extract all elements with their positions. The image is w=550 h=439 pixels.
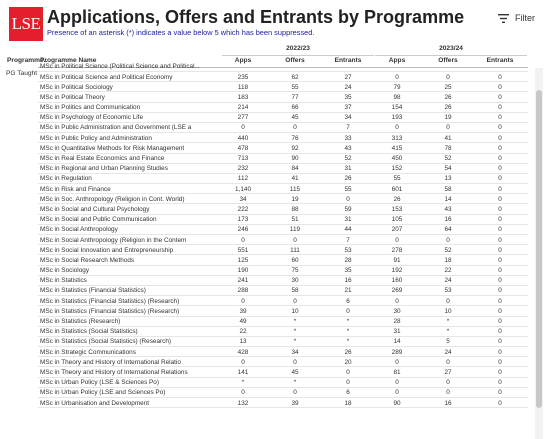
entrants-2023-cell: 0 xyxy=(498,195,502,203)
entrants-2023-cell: 0 xyxy=(498,165,502,173)
entrants-2023-cell: 0 xyxy=(498,389,502,397)
table-row[interactable] xyxy=(38,133,528,143)
offers-2023-cell: 53 xyxy=(444,287,452,295)
entrants-2022-cell: 52 xyxy=(344,155,352,162)
offers-2022-cell: 60 xyxy=(291,256,299,264)
apps-2022-cell: 0 xyxy=(241,358,245,366)
apps-2023-cell: 14 xyxy=(393,338,401,346)
entrants-2023-cell: 0 xyxy=(498,307,502,315)
table-row[interactable] xyxy=(38,276,528,286)
programme-name-cell: MSc in Social Anthropology xyxy=(40,226,118,234)
apps-2022-cell: 39 xyxy=(239,307,247,315)
entrants-2022-cell: 27 xyxy=(344,73,352,81)
entrants-2023-cell: 0 xyxy=(498,93,502,101)
entrants-2022-cell: 20 xyxy=(344,358,352,366)
table-row[interactable] xyxy=(38,225,528,235)
entrants-2022-cell: 35 xyxy=(344,93,352,101)
table-row[interactable] xyxy=(38,296,528,306)
programme-name-cell: MSc in Politics and Communication xyxy=(40,104,141,112)
programme-name-cell: MSc in Political Science (Political Science and Political... xyxy=(40,63,200,70)
column-header-offers-2023[interactable]: Offers xyxy=(438,57,458,64)
programme-name-cell: MSc in Statistics (Financial Statistics) xyxy=(40,287,146,295)
programme-name-cell: MSc in Strategic Communications xyxy=(40,348,136,356)
table-row[interactable] xyxy=(38,317,528,327)
programme-name-cell: MSc in Soc. Anthropology (Religion in Cont. World) xyxy=(40,195,185,203)
table-row[interactable] xyxy=(38,266,528,276)
apps-2023-cell: 55 xyxy=(393,175,401,183)
offers-2023-cell: 64 xyxy=(444,226,452,234)
apps-2022-cell: 440 xyxy=(237,134,249,142)
offers-2022-cell: 76 xyxy=(291,134,299,142)
entrants-2022-cell: 31 xyxy=(344,216,352,224)
entrants-2023-cell: 0 xyxy=(498,205,502,213)
apps-2023-cell: 154 xyxy=(391,104,403,112)
filter-label: Filter xyxy=(515,13,535,23)
offers-2022-cell: * xyxy=(293,318,297,325)
apps-2023-cell: 79 xyxy=(393,83,401,91)
entrants-2023-cell: 0 xyxy=(498,379,502,387)
offers-2023-cell: 27 xyxy=(444,368,452,376)
offers-2022-cell: 0 xyxy=(293,297,297,305)
table-row[interactable] xyxy=(38,174,528,184)
apps-2022-cell: 13 xyxy=(239,338,247,346)
offers-2022-cell: 77 xyxy=(291,93,299,101)
apps-2023-cell: 26 xyxy=(393,195,401,203)
logo-text: LSE xyxy=(11,14,41,33)
apps-2023-cell: 0 xyxy=(395,297,399,305)
programme-name-cell: MSc in Risk and Finance xyxy=(40,185,111,193)
lse-logo xyxy=(9,7,43,41)
programme-name-cell: MSc in Theory and History of International Relations xyxy=(40,368,188,376)
entrants-2022-cell: 53 xyxy=(344,246,352,254)
apps-2023-cell: 278 xyxy=(391,246,403,254)
table-row[interactable] xyxy=(38,347,528,357)
apps-2023-cell: 0 xyxy=(395,358,399,366)
table-row[interactable] xyxy=(38,357,528,367)
offers-2022-cell: 66 xyxy=(291,104,299,112)
entrants-2023-cell: 0 xyxy=(498,318,502,325)
entrants-2023-cell: 0 xyxy=(498,267,502,275)
entrants-2023-cell: 0 xyxy=(498,144,502,152)
offers-2023-cell: 43 xyxy=(444,205,452,213)
table-row[interactable] xyxy=(38,398,528,408)
offers-2022-cell: 45 xyxy=(291,368,299,376)
entrants-2023-cell: 0 xyxy=(498,399,502,407)
offers-2022-cell: 19 xyxy=(291,195,299,203)
entrants-2022-cell: 37 xyxy=(344,104,352,112)
programme-name-cell: MSc in Statistics (Financial Statistics) (Research) xyxy=(40,307,180,315)
entrants-2023-cell: 0 xyxy=(498,297,502,305)
entrants-2023-cell: 0 xyxy=(498,216,502,224)
apps-2022-cell: 277 xyxy=(237,114,249,122)
apps-2022-cell: 173 xyxy=(237,216,249,224)
table-row[interactable] xyxy=(38,245,528,255)
programme-name-cell: MSc in Social Anthropology (Religion in the Contem xyxy=(40,236,187,244)
table-row[interactable] xyxy=(38,72,528,82)
column-header-offers-2022[interactable]: Offers xyxy=(285,57,305,64)
table-row[interactable] xyxy=(38,154,528,164)
table-row[interactable] xyxy=(38,113,528,123)
entrants-2022-cell: 44 xyxy=(344,226,352,234)
table-row[interactable] xyxy=(38,367,528,377)
offers-2022-cell: 62 xyxy=(291,73,299,81)
apps-2022-cell: 551 xyxy=(237,246,249,254)
apps-2023-cell: 98 xyxy=(393,93,401,101)
offers-2022-cell: 84 xyxy=(291,165,299,173)
apps-2022-cell: 1,140 xyxy=(235,185,251,193)
apps-2022-cell: 183 xyxy=(237,93,249,101)
programme-name-cell: MSc in Regional and Urban Planning Studies xyxy=(40,165,168,173)
offers-2023-cell: * xyxy=(446,318,450,325)
offers-2023-cell: 0 xyxy=(446,236,450,244)
programme-level-cell: PG Taught xyxy=(6,70,38,77)
apps-2022-cell: 713 xyxy=(237,155,249,162)
table-row[interactable] xyxy=(38,103,528,113)
offers-2022-cell: 41 xyxy=(291,175,299,183)
entrants-2022-cell: 0 xyxy=(346,307,350,315)
programme-name-cell: MSc in Social and Cultural Psychology xyxy=(40,205,150,213)
offers-2023-cell: * xyxy=(446,328,450,336)
programme-name-cell: MSc in Statistics xyxy=(40,277,87,285)
offers-2023-cell: 0 xyxy=(446,73,450,81)
page-title: Applications, Offers and Entrants by Programme xyxy=(47,7,465,27)
programme-name-cell: MSc in Regulation xyxy=(40,175,92,183)
apps-2022-cell: 125 xyxy=(237,256,249,264)
apps-2023-cell: 0 xyxy=(395,124,399,132)
offers-2022-cell: 34 xyxy=(291,348,299,356)
apps-2022-cell: 49 xyxy=(239,318,247,325)
apps-2022-cell: 0 xyxy=(241,297,245,305)
entrants-2022-cell: * xyxy=(346,328,350,336)
table-row[interactable] xyxy=(38,388,528,398)
offers-2023-cell: 0 xyxy=(446,297,450,305)
offers-2022-cell: 75 xyxy=(291,267,299,275)
entrants-2023-cell: 0 xyxy=(498,155,502,162)
apps-2023-cell: 450 xyxy=(391,155,403,162)
entrants-2022-cell: 26 xyxy=(344,348,352,356)
programme-name-cell: MSc in Social Research Methods xyxy=(40,256,135,264)
programme-name-cell: MSc in Statistics (Social Statistics) xyxy=(40,328,138,336)
entrants-2023-cell: 0 xyxy=(498,104,502,112)
column-header-apps-2022[interactable]: Apps xyxy=(234,57,252,64)
programme-name-cell: MSc in Political Sociology xyxy=(40,83,113,91)
table-row[interactable] xyxy=(38,204,528,214)
apps-2023-cell: 105 xyxy=(391,216,403,224)
apps-2022-cell: 232 xyxy=(237,165,249,173)
programme-name-cell: MSc in Sociology xyxy=(40,267,90,275)
apps-2023-cell: 0 xyxy=(395,73,399,81)
offers-2023-cell: 0 xyxy=(446,358,450,366)
entrants-2023-cell: 0 xyxy=(498,83,502,91)
programme-name-cell: MSc in Quantitative Methods for Risk Management xyxy=(40,144,185,152)
entrants-2023-cell: 0 xyxy=(498,256,502,264)
group-divider xyxy=(222,55,374,56)
programme-name-cell: MSc in Statistics (Social Statistics) (Research) xyxy=(40,338,172,346)
apps-2022-cell: * xyxy=(241,379,245,387)
table-row[interactable] xyxy=(38,255,528,265)
offers-2022-cell: * xyxy=(293,328,297,336)
entrants-2022-cell: 6 xyxy=(346,389,350,397)
offers-2023-cell: 5 xyxy=(446,338,450,346)
apps-2022-cell: 428 xyxy=(237,348,249,356)
offers-2022-cell: 39 xyxy=(291,399,299,407)
apps-2022-cell: 34 xyxy=(239,195,247,203)
table-row[interactable] xyxy=(38,306,528,316)
entrants-2022-cell: 0 xyxy=(346,195,350,203)
entrants-2022-cell: 18 xyxy=(344,399,352,407)
apps-2023-cell: 28 xyxy=(393,318,401,325)
entrants-2022-cell: 28 xyxy=(344,256,352,264)
column-header-programme-level[interactable]: Programme.. xyxy=(7,57,48,64)
programme-name-cell: MSc in Statistics (Research) xyxy=(40,318,121,325)
offers-2022-cell: 30 xyxy=(291,277,299,285)
offers-2023-cell: 16 xyxy=(444,399,452,407)
apps-2022-cell: 222 xyxy=(237,205,249,213)
programme-name-cell: MSc in Real Estate Economics and Finance xyxy=(40,155,165,162)
entrants-2022-cell: 26 xyxy=(344,175,352,183)
apps-2022-cell: 141 xyxy=(237,368,249,376)
entrants-2022-cell: 59 xyxy=(344,205,352,213)
entrants-2023-cell: 0 xyxy=(498,246,502,254)
offers-2022-cell: 90 xyxy=(291,155,299,162)
entrants-2023-cell: 0 xyxy=(498,328,502,336)
entrants-2022-cell: 0 xyxy=(346,368,350,376)
group-divider xyxy=(375,55,527,56)
entrants-2023-cell: 0 xyxy=(498,134,502,142)
offers-2022-cell: * xyxy=(293,338,297,346)
apps-2023-cell: 193 xyxy=(391,114,403,122)
offers-2022-cell: 115 xyxy=(289,185,301,193)
entrants-2022-cell: 35 xyxy=(344,267,352,275)
entrants-2022-cell: 21 xyxy=(344,287,352,295)
apps-2023-cell: 207 xyxy=(391,226,403,234)
programme-name-cell: MSc in Public Administration and Government (LSE a xyxy=(40,124,192,132)
column-header-programme-name[interactable]: Programme Name xyxy=(40,57,97,64)
apps-2022-cell: 288 xyxy=(237,287,249,295)
entrants-2022-cell: 7 xyxy=(346,236,350,244)
apps-2022-cell: 118 xyxy=(237,83,249,91)
page-subtitle: Presence of an asterisk (*) indicates a value below 5 which has been suppressed. xyxy=(47,28,315,37)
table-row[interactable] xyxy=(38,327,528,337)
offers-2023-cell: 52 xyxy=(444,246,452,254)
entrants-2023-cell: 0 xyxy=(498,338,502,346)
group-header-2022-23: 2022/23 xyxy=(286,45,310,52)
filter-button[interactable] xyxy=(498,13,535,23)
apps-2023-cell: 0 xyxy=(395,236,399,244)
apps-2023-cell: 0 xyxy=(395,379,399,387)
scrollbar-thumb[interactable] xyxy=(536,90,542,408)
offers-2022-cell: 0 xyxy=(293,236,297,244)
apps-2023-cell: 90 xyxy=(393,399,401,407)
apps-2022-cell: 190 xyxy=(237,267,249,275)
dashboard-header xyxy=(0,0,550,42)
entrants-2023-cell: 0 xyxy=(498,287,502,295)
apps-2022-cell: 246 xyxy=(237,226,249,234)
entrants-2022-cell: * xyxy=(346,338,350,346)
apps-2022-cell: 132 xyxy=(237,399,249,407)
offers-2023-cell: 0 xyxy=(446,124,450,132)
entrants-2023-cell: 0 xyxy=(498,226,502,234)
table-row[interactable] xyxy=(38,92,528,102)
offers-2022-cell: 0 xyxy=(293,124,297,132)
entrants-2022-cell: 31 xyxy=(344,165,352,173)
offers-2023-cell: 58 xyxy=(444,185,452,193)
apps-2023-cell: 289 xyxy=(391,348,403,356)
apps-2023-cell: 601 xyxy=(391,185,403,193)
table-row[interactable] xyxy=(38,337,528,347)
table-row[interactable] xyxy=(38,378,528,388)
programme-name-cell: MSc in Psychology of Economic Life xyxy=(40,114,144,122)
entrants-2022-cell: 6 xyxy=(346,297,350,305)
filter-icon xyxy=(498,14,509,23)
apps-2023-cell: 31 xyxy=(393,328,401,336)
table-row[interactable] xyxy=(38,164,528,174)
offers-2023-cell: 24 xyxy=(444,348,452,356)
entrants-2023-cell: 0 xyxy=(498,277,502,285)
offers-2022-cell: 111 xyxy=(290,246,300,254)
entrants-2023-cell: 0 xyxy=(498,124,502,132)
programme-name-cell: MSc in Political Science and Political Economy xyxy=(40,73,173,81)
column-header-apps-2023[interactable]: Apps xyxy=(388,57,406,64)
column-header-entrants-2023[interactable]: Entrants xyxy=(486,57,514,64)
column-header-entrants-2022[interactable]: Entrants xyxy=(334,57,362,64)
offers-2023-cell: 16 xyxy=(444,216,452,224)
entrants-2022-cell: 24 xyxy=(344,83,352,91)
table-row[interactable] xyxy=(38,123,528,133)
offers-2023-cell: 19 xyxy=(444,114,452,122)
entrants-2022-cell: 43 xyxy=(344,144,352,152)
group-header-2023-24: 2023/24 xyxy=(439,45,463,52)
entrants-2022-cell: 34 xyxy=(344,114,352,122)
table-row[interactable] xyxy=(38,143,528,153)
programme-name-cell: MSc in Urban Policy (LSE & Sciences Po) xyxy=(40,379,159,387)
offers-2023-cell: 14 xyxy=(444,195,452,203)
apps-2022-cell: 214 xyxy=(237,104,249,112)
apps-2022-cell: 0 xyxy=(241,389,245,397)
offers-2023-cell: 41 xyxy=(444,134,452,142)
offers-2022-cell: 88 xyxy=(291,205,299,213)
entrants-2023-cell: 0 xyxy=(498,348,502,356)
offers-2022-cell: 55 xyxy=(291,83,299,91)
programme-table xyxy=(0,42,550,439)
offers-2022-cell: 58 xyxy=(291,287,299,295)
offers-2023-cell: 22 xyxy=(444,267,452,275)
offers-2023-cell: 18 xyxy=(444,256,452,264)
entrants-2023-cell: 0 xyxy=(498,185,502,193)
offers-2023-cell: 26 xyxy=(444,104,452,112)
entrants-2022-cell: * xyxy=(346,318,350,325)
entrants-2023-cell: 0 xyxy=(498,368,502,376)
table-row[interactable] xyxy=(38,235,528,245)
offers-2023-cell: 13 xyxy=(444,175,452,183)
table-body xyxy=(38,63,528,408)
apps-2023-cell: 192 xyxy=(391,267,403,275)
apps-2022-cell: 22 xyxy=(239,328,247,336)
apps-2023-cell: 152 xyxy=(391,165,403,173)
table-row[interactable] xyxy=(38,194,528,204)
apps-2023-cell: 160 xyxy=(391,277,403,285)
offers-2022-cell: 51 xyxy=(291,216,299,224)
table-row[interactable] xyxy=(38,82,528,92)
programme-name-cell: MSc in Theory and History of International Relatio xyxy=(40,358,181,366)
apps-2023-cell: 30 xyxy=(393,307,401,315)
offers-2023-cell: 24 xyxy=(444,277,452,285)
offers-2023-cell: 0 xyxy=(446,379,450,387)
programme-name-cell: MSc in Social Innovation and Entrepreneurship xyxy=(40,246,174,254)
offers-2023-cell: 25 xyxy=(444,83,452,91)
apps-2022-cell: 241 xyxy=(237,277,249,285)
apps-2022-cell: 0 xyxy=(241,236,245,244)
offers-2023-cell: 78 xyxy=(444,144,452,152)
offers-2022-cell: 92 xyxy=(291,144,299,152)
offers-2023-cell: 10 xyxy=(444,307,452,315)
table-row[interactable] xyxy=(38,215,528,225)
offers-2022-cell: * xyxy=(293,379,297,387)
offers-2022-cell: 45 xyxy=(291,114,299,122)
entrants-2023-cell: 0 xyxy=(498,175,502,183)
apps-2023-cell: 0 xyxy=(395,389,399,397)
apps-2022-cell: 0 xyxy=(241,124,245,132)
programme-name-cell: MSc in Urban Policy (LSE and Sciences Po) xyxy=(40,389,166,397)
apps-2023-cell: 415 xyxy=(391,144,403,152)
entrants-2023-cell: 0 xyxy=(498,236,502,244)
entrants-2023-cell: 0 xyxy=(498,358,502,366)
programme-name-cell: MSc in Public Policy and Administration xyxy=(40,134,152,142)
offers-2022-cell: 10 xyxy=(291,307,299,315)
entrants-2022-cell: 55 xyxy=(344,185,352,193)
offers-2023-cell: 54 xyxy=(444,165,452,173)
entrants-2022-cell: 0 xyxy=(346,379,350,387)
vertical-scrollbar[interactable] xyxy=(535,68,543,439)
entrants-2023-cell: 0 xyxy=(498,114,502,122)
programme-name-cell: MSc in Urbanisation and Development xyxy=(40,399,150,407)
offers-2023-cell: 26 xyxy=(444,93,452,101)
apps-2023-cell: 91 xyxy=(393,256,401,264)
apps-2022-cell: 112 xyxy=(237,175,249,183)
table-row[interactable] xyxy=(38,184,528,194)
apps-2022-cell: 235 xyxy=(237,73,249,81)
apps-2023-cell: 81 xyxy=(393,368,401,376)
apps-2022-cell: 478 xyxy=(237,144,249,152)
entrants-2023-cell: 0 xyxy=(498,73,502,81)
programme-name-cell: MSc in Political Theory xyxy=(40,93,105,101)
offers-2022-cell: 0 xyxy=(293,389,297,397)
programme-name-cell: MSc in Social and Public Communication xyxy=(40,216,157,224)
entrants-2022-cell: 33 xyxy=(344,134,352,142)
offers-2022-cell: 119 xyxy=(289,226,301,234)
programme-name-cell: MSc in Statistics (Financial Statistics) (Research) xyxy=(40,297,180,305)
offers-2023-cell: 52 xyxy=(444,155,452,162)
table-row[interactable] xyxy=(38,286,528,296)
apps-2023-cell: 313 xyxy=(391,134,403,142)
entrants-2022-cell: 16 xyxy=(344,277,352,285)
apps-2023-cell: 269 xyxy=(391,287,403,295)
offers-2022-cell: 0 xyxy=(293,358,297,366)
offers-2023-cell: 0 xyxy=(446,389,450,397)
apps-2023-cell: 153 xyxy=(391,205,403,213)
entrants-2022-cell: 7 xyxy=(346,124,350,132)
